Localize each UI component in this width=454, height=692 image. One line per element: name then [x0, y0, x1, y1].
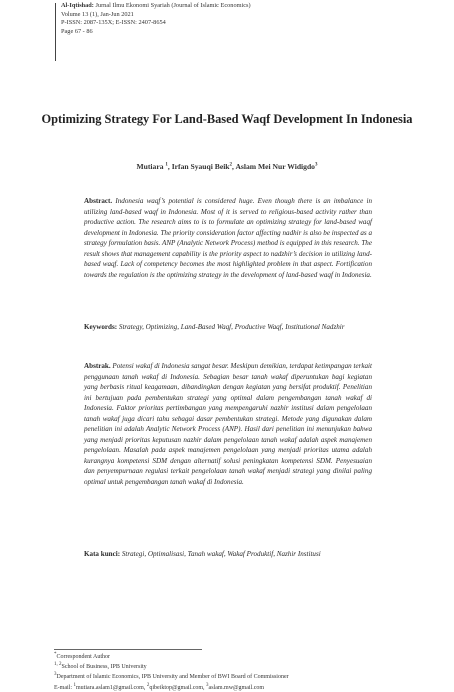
- footnote-correspondent: *Correspondent Author: [54, 652, 110, 660]
- kata-kunci-text: Strategi, Optimalisasi, Tanah wakaf, Wakaf Produktif, Nazhir Institusi: [121, 550, 321, 558]
- abstrak-label: Abstrak.: [84, 362, 111, 370]
- author-list: Mutiara $^1$, Irfan Syauqi Beik$^2$, Aslam Mei Nur Widigdo$^3$: [136, 162, 318, 171]
- abstract-text: Indonesia waqf’s potential is considered huge. Even though there is an imbalance in utilizing land-based waqf in Indonesia. Most of it is served to religious-based activity rather than productive action. The research aims to is to formulate an optimizing strategy for land-based waqf development in Indonesia. The priority consideration factor affecting nadhir is also be inspected as a strategy formulation basis. ANP (Analytic Network Process) method is equipped in this research. The result shows that management capability is the priority aspect to nadzhir’s decision in utilizing land-based waqf. Lack of competency becomes the most highlighted problem in that aspect. Fortification towards the regulation is the optimizing strategy in the development of land-based waqf in Indonesia.: [84, 197, 372, 279]
- footnote-affiliation-3: $^3$Department of Islamic Economics, IPB University and Member of BWI Board of Commissioner: [54, 672, 289, 681]
- journal-subtitle: Jurnal Ilmu Ekonomi Syariah (Journal of Islamic Economics): [93, 2, 251, 9]
- footnote-emails: E-mail: $^1$mutiara.aslam1@gmail.com, $^2$qibeiktop@gmail.com, $^3$aslam.mw@gmail.com: [54, 682, 265, 691]
- email-2: qibeiktop@gmail.com: [149, 684, 204, 691]
- author-affiliation-mark: 2: [229, 162, 233, 168]
- journal-pages: Page 67 - 86: [61, 27, 93, 35]
- author-name: Irfan Syauqi Beik: [171, 162, 230, 171]
- email-3: aslam.mw@gmail.com: [208, 684, 265, 691]
- keywords-english: [84, 322, 372, 332]
- keywords-indonesian: [84, 549, 372, 559]
- kata-kunci-label: Kata kunci:: [84, 550, 121, 558]
- journal-header: [61, 2, 381, 36]
- paper-title: Optimizing Strategy For Land-Based Waqf Development In Indonesia: [41, 112, 413, 126]
- abstract-indonesian: [84, 361, 372, 487]
- author-name: Aslam Mei Nur Widigdo: [235, 162, 315, 171]
- email-1: mutiara.aslam1@gmail.com: [76, 684, 144, 691]
- abstrak-text: Potensi wakaf di Indonesia sangat besar. Meskipun demikian, terdapat ketimpangan terkait penggunaan tanah wakaf di Indonesia. Sebagian besar tanah wakaf diperuntukan bagi kegiatan yang berbasis ritual keagamaan, dibandingkan dengan kegiatan yang bersifat produktif. Penelitian ini bertujuan pada pembentukan strategi yang optimal dalam pengembangan tanah wakaf di Indonesia. Faktor prioritas pertimbangan yang mempengaruhi nazhir institusi dalam pengelolaan tanah wakaf juga dicari tahu sebagai dasar pembentukan strategi. Metode yang digunakan dalam penelitian ini adalah Analytic Network Process (ANP). Hasil dari penelitian ini menunjukan bahwa yang menjadi prioritas keputusan nazhir dalam pengelolaan tanah wakaf adalah aspek manajemen pengelolaan. Masalah pada aspek manajemen pengelolaan yang menjadi prioritas utama adalah kurangnya kompetensi SDM dengan alternatif solusi peningkatan kompetensi SDM. Penyesuaian dan penyempurnaan regulasi terkait pengelolaan tanah wakaf menjadi strategi yang dinilai paling optimal untuk pengembangan tanah wakaf di Indonesia.: [84, 362, 372, 486]
- author-name: Mutiara: [136, 162, 164, 171]
- header-rule: [55, 3, 56, 61]
- abstract-english: [84, 196, 372, 280]
- journal-volume: Volume 13 (1), Jan-Jun 2021: [61, 10, 134, 18]
- keywords-label: Keywords:: [84, 323, 118, 331]
- footnote-affiliation-1-2: $^{1, 2}$School of Business, IPB University: [54, 662, 147, 671]
- author-affiliation-mark: 3: [314, 162, 318, 168]
- journal-issn: P-ISSN: 2087-135X; E-ISSN: 2407-8654: [61, 19, 166, 27]
- author-affiliation-mark: 1: [165, 162, 168, 168]
- abstract-label: Abstract.: [84, 197, 113, 205]
- footnotes: [54, 651, 414, 692]
- keywords-text: Strategy, Optimizing, Land-Based Waqf, Productive Waqf, Institutional Nadzhir: [118, 323, 345, 331]
- journal-name: Al-Iqtishad:: [61, 2, 94, 9]
- journal-name-line: [61, 2, 381, 11]
- footnote-rule: [54, 649, 202, 650]
